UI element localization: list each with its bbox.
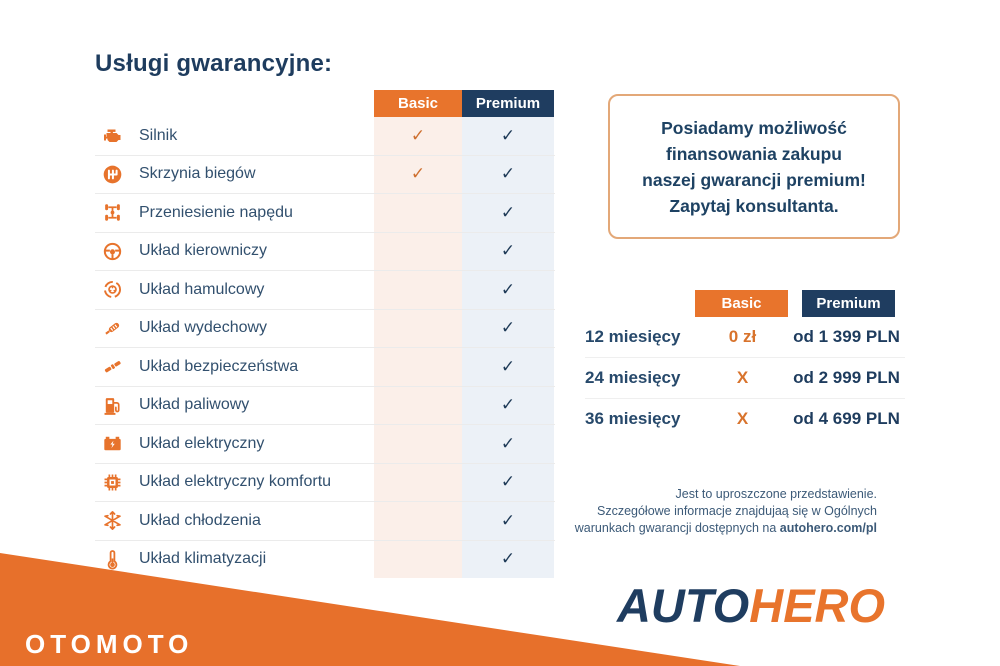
premium-cell xyxy=(462,156,554,194)
pricing-premium-value: od 4 699 PLN xyxy=(793,409,900,428)
disclaimer-line: Szczegółowe informacje znajdujaą się w Ogólnych xyxy=(596,504,877,518)
disclaimer-line: warunkach gwarancji dostępnych na autohero.com/pl xyxy=(574,521,877,535)
autohero-logo-hero: HERO xyxy=(749,579,886,632)
promo-line: naszej gwarancji premium! xyxy=(642,169,866,190)
basic-cell xyxy=(374,233,462,271)
pricing-premium-value: od 1 399 PLN xyxy=(793,327,900,346)
service-label: Układ hamulcowy xyxy=(139,280,265,298)
basic-cell xyxy=(374,310,462,348)
table-row xyxy=(95,347,555,386)
service-label: Silnik xyxy=(139,126,178,144)
basic-cell xyxy=(374,117,462,155)
check-icon: ✓ xyxy=(500,202,516,223)
pricing-basic-value: X xyxy=(736,368,749,387)
service-label: Układ elektryczny xyxy=(139,434,265,452)
promo-line: Posiadamy możliwość xyxy=(661,117,847,138)
check-icon: ✓ xyxy=(500,318,516,339)
premium-cell xyxy=(462,194,554,232)
table-row xyxy=(95,540,555,579)
promo-line: finansowania zakupu xyxy=(666,143,842,164)
battery-icon xyxy=(99,433,125,454)
promo-text xyxy=(610,115,898,219)
service-label: Układ wydechowy xyxy=(139,319,268,337)
premium-cell xyxy=(462,271,554,309)
disclaimer-line: Jest to uproszczone przedstawienie. xyxy=(675,487,877,501)
table-row xyxy=(95,386,555,425)
pricing-basic-value: X xyxy=(736,409,749,428)
pricing-row xyxy=(585,398,905,439)
basic-cell xyxy=(374,464,462,502)
column-header-basic: Basic xyxy=(374,90,462,117)
check-icon: ✓ xyxy=(500,356,516,377)
check-icon: ✓ xyxy=(500,125,516,146)
exhaust-icon xyxy=(99,318,125,339)
check-icon: ✓ xyxy=(500,472,516,493)
check-icon: ✓ xyxy=(500,279,516,300)
basic-cell xyxy=(374,194,462,232)
pricing-header-premium: Premium xyxy=(802,290,895,317)
thermometer-icon xyxy=(99,549,125,570)
disclaimer xyxy=(557,486,877,537)
column-header-premium: Premium xyxy=(462,90,554,117)
services-rows xyxy=(95,117,555,578)
pricing-table-header xyxy=(585,290,905,317)
service-label: Układ kierowniczy xyxy=(139,242,268,260)
steering-wheel-icon xyxy=(99,241,125,262)
premium-cell xyxy=(462,464,554,502)
gearbox-icon xyxy=(99,164,125,185)
pricing-basic-value: 0 zł xyxy=(728,327,757,346)
table-row xyxy=(95,463,555,502)
fuel-icon xyxy=(99,395,125,416)
autohero-logo-auto: AUTO xyxy=(616,579,750,632)
pricing-period: 12 miesięcy xyxy=(585,327,681,346)
promo-line: Zapytaj konsultanta. xyxy=(669,195,839,216)
pricing-period: 36 miesięcy xyxy=(585,409,681,428)
basic-cell xyxy=(374,387,462,425)
table-row xyxy=(95,155,555,194)
check-icon: ✓ xyxy=(410,164,426,185)
premium-cell xyxy=(462,348,554,386)
check-icon: ✓ xyxy=(500,395,516,416)
chip-icon xyxy=(99,472,125,493)
pricing-row xyxy=(585,317,905,357)
pricing-period: 24 miesięcy xyxy=(585,368,681,387)
premium-cell xyxy=(462,117,554,155)
pricing-row xyxy=(585,357,905,398)
service-label: Przeniesienie napędu xyxy=(139,203,293,221)
basic-cell xyxy=(374,271,462,309)
engine-icon xyxy=(99,126,125,146)
table-row xyxy=(95,193,555,232)
basic-cell xyxy=(374,156,462,194)
premium-cell xyxy=(462,310,554,348)
brake-icon xyxy=(99,279,125,300)
service-label: Układ klimatyzacji xyxy=(139,550,267,568)
check-icon: ✓ xyxy=(500,241,516,262)
premium-cell xyxy=(462,387,554,425)
pricing-premium-value: od 2 999 PLN xyxy=(793,368,900,387)
pricing-header-basic: Basic xyxy=(695,290,788,317)
basic-cell xyxy=(374,425,462,463)
snowflake-icon xyxy=(99,510,125,531)
service-label: Układ chłodzenia xyxy=(139,511,261,529)
drivetrain-icon xyxy=(99,202,125,223)
promo-box xyxy=(608,94,900,239)
check-icon: ✓ xyxy=(500,433,516,454)
check-icon: ✓ xyxy=(410,125,426,146)
table-row xyxy=(95,309,555,348)
premium-cell xyxy=(462,233,554,271)
table-row xyxy=(95,117,555,155)
table-row xyxy=(95,270,555,309)
service-label: Układ elektryczny komfortu xyxy=(139,473,332,491)
service-label: Układ paliwowy xyxy=(139,396,250,414)
check-icon: ✓ xyxy=(500,510,516,531)
premium-cell xyxy=(462,425,554,463)
otomoto-logo: OTOMOTO xyxy=(25,629,194,659)
table-row xyxy=(95,501,555,540)
basic-cell xyxy=(374,541,462,579)
autohero-url: autohero.com/pl xyxy=(779,521,877,535)
page-title: Usługi gwarancyjne: xyxy=(95,50,333,77)
pricing-rows xyxy=(585,317,905,439)
check-icon: ✓ xyxy=(500,164,516,185)
check-icon: ✓ xyxy=(500,549,516,570)
service-label: Skrzynia biegów xyxy=(139,165,256,183)
services-table xyxy=(95,50,555,578)
basic-cell xyxy=(374,348,462,386)
pricing-table xyxy=(585,290,905,439)
premium-cell xyxy=(462,541,554,579)
basic-cell xyxy=(374,502,462,540)
autohero-logo xyxy=(575,578,927,633)
premium-cell xyxy=(462,502,554,540)
table-row xyxy=(95,232,555,271)
table-row xyxy=(95,424,555,463)
services-table-header xyxy=(95,90,555,117)
seatbelt-icon xyxy=(99,356,125,377)
service-label: Układ bezpieczeństwa xyxy=(139,357,299,375)
